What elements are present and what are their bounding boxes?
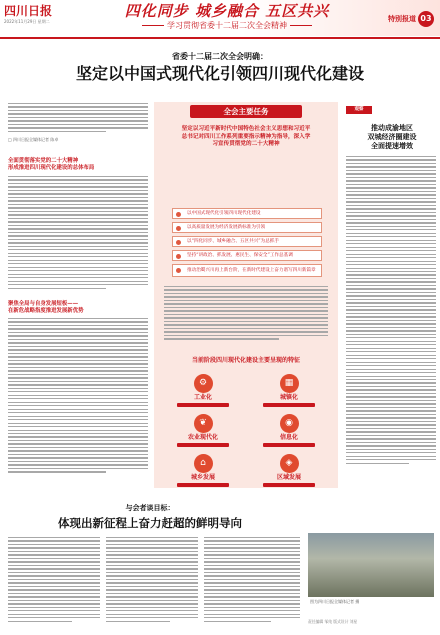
section-2-text <box>8 318 148 475</box>
sidebar-text <box>346 156 436 466</box>
feature-informatization: ◉ 信息化 <box>260 414 318 447</box>
city-icon: ▦ <box>280 374 299 393</box>
feature-industrialization: ⚙ 工业化 <box>174 374 232 407</box>
bullet-icon <box>176 240 181 245</box>
bullet-icon <box>176 254 181 259</box>
feature-regional: ◈ 区域发展 <box>260 454 318 487</box>
feature-bar <box>263 443 315 447</box>
lead-headline: 坚定以中国式现代化引领四川现代化建设 <box>75 64 364 83</box>
task-item: 以“四化同步、城乡融合、五区共兴”为总抓手 <box>172 236 322 247</box>
region-icon: ◈ <box>280 454 299 473</box>
newspaper-date: 2022年11月29日 星期二 <box>4 19 50 24</box>
panel-intro: 坚定以习近平新时代中国特色社会主义思想和习近平总书记对四川工作系列重要指示精神为指导，深入学习宣传贯彻党的二十大精神 <box>181 126 311 148</box>
sidebar-title: 推动成渝地区 双城经济圈建设 全面提速增效 <box>367 124 417 150</box>
bullet-icon <box>176 268 181 273</box>
second-column-3 <box>204 537 300 624</box>
main-tasks-panel <box>154 102 338 488</box>
second-column-1 <box>8 537 100 624</box>
task-item: 以高质量发展为经济发展新标准为引领 <box>172 222 322 233</box>
page-number: 03 <box>418 11 434 27</box>
information-icon: ◉ <box>280 414 299 433</box>
urban-rural-icon: ⌂ <box>194 454 213 473</box>
bullet-icon <box>176 212 181 217</box>
feature-bar <box>177 483 229 487</box>
agriculture-icon: ❦ <box>194 414 213 433</box>
masthead-divider <box>0 37 440 39</box>
slogan: 四化同步 城乡融合 五区共兴 <box>124 2 330 20</box>
meeting-photo <box>308 533 434 597</box>
feature-bar <box>263 403 315 407</box>
task-item: 推动治蜀兴川再上新台阶，在新时代建设上奋力谱写四川新篇章 <box>172 264 322 277</box>
newspaper-logo: 四川日报 <box>4 4 53 18</box>
panel-body-text <box>164 286 328 342</box>
feature-urban-rural: ⌂ 城乡发展 <box>174 454 232 487</box>
photo-caption: 图为四川日报全媒体记者 摄 <box>310 599 360 604</box>
feature-agriculture: ❦ 农业现代化 <box>174 414 232 447</box>
lead-byline: □ 四川日报全媒体记者 陈卓 <box>8 137 59 142</box>
lead-intro-text <box>8 103 148 134</box>
second-kicker: 与会者谈目标： <box>125 504 175 512</box>
sidebar-label: 观察 <box>346 106 372 114</box>
bullet-icon <box>176 226 181 231</box>
feature-bar <box>263 483 315 487</box>
factory-icon: ⚙ <box>194 374 213 393</box>
footer-credits: 责任编辑 邹纯 版式设计 刘星 <box>308 619 358 624</box>
features-heading: 当前阶段四川现代化建设主要呈现的特征 <box>191 357 300 364</box>
panel-title: 全会主要任务 <box>190 105 302 118</box>
lead-kicker: 省委十二届二次全会明确： <box>172 52 268 61</box>
feature-bar <box>177 443 229 447</box>
feature-urbanization: ▦ 城镇化 <box>260 374 318 407</box>
section-heading-2: 聚焦全局与自身发展短板—— 在新危战略指度推进发展新优势 <box>8 301 84 314</box>
feature-bar <box>177 403 229 407</box>
task-item: 以中国式现代化引领四川现代化建设 <box>172 208 322 219</box>
sub-slogan: 学习贯彻省委十二届二次全会精神 <box>112 21 342 31</box>
task-item: 坚持“讲政治、抓发展、惠民生、保安全”工作总基调 <box>172 250 322 261</box>
section-1-text <box>8 176 148 291</box>
section-heading-1: 全面贯彻落实党的二十大精神 形成推进四川现代化建设的总体布局 <box>8 158 95 171</box>
second-headline: 体现出新征程上奋力赶超的鲜明导向 <box>58 516 242 530</box>
edition-label: 特别报道 <box>388 15 416 23</box>
second-column-2 <box>106 537 198 624</box>
